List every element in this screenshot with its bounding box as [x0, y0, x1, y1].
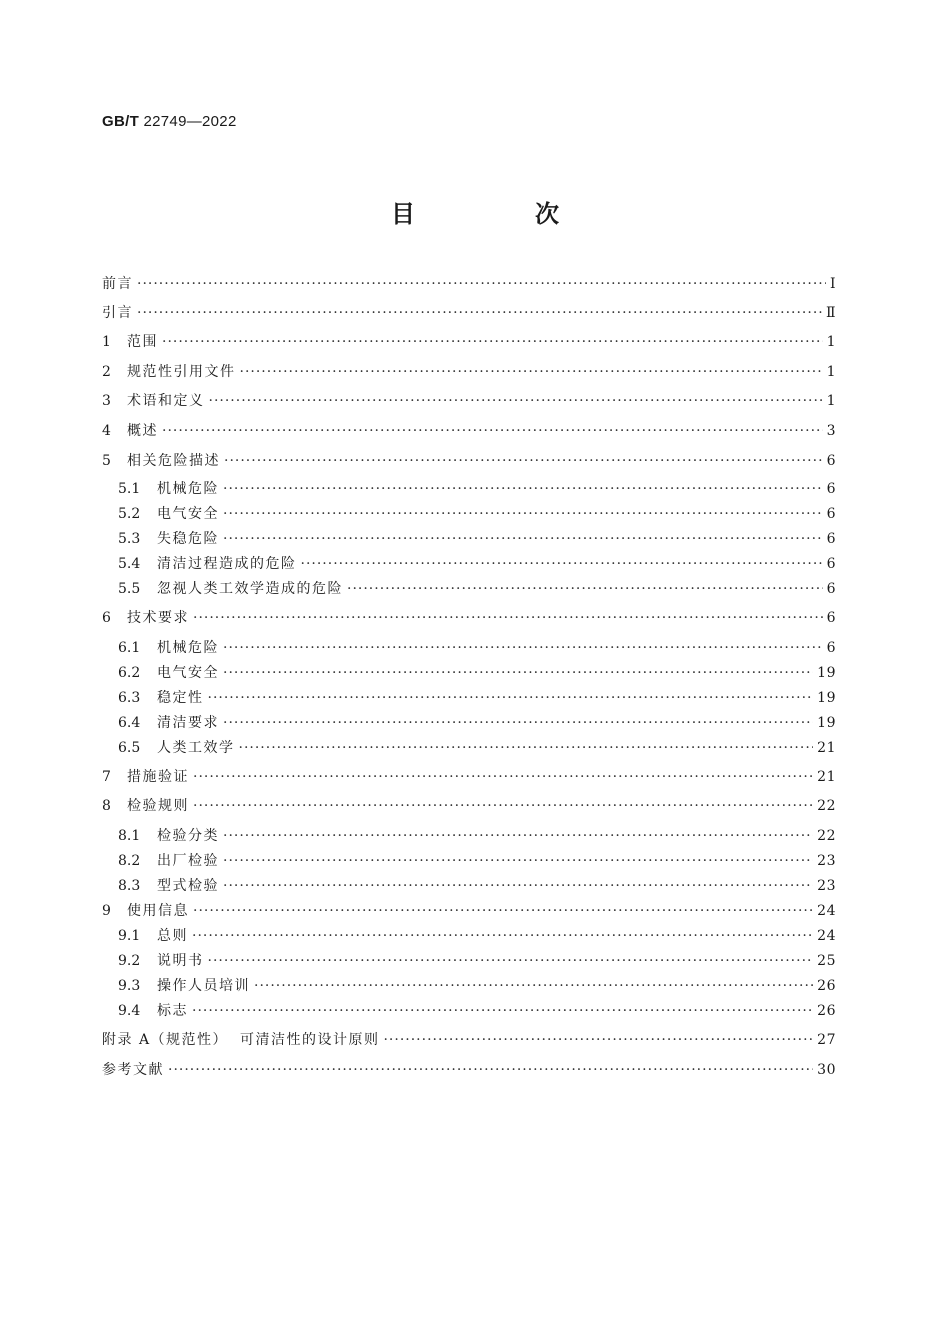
standard-number — [102, 113, 237, 130]
toc-entry-9-1[interactable] — [118, 925, 836, 947]
toc-label: 失稳危险 — [157, 531, 219, 547]
toc-number: 9.2 — [118, 953, 141, 969]
toc-page: 6 — [826, 610, 836, 626]
toc-number: 9 — [102, 903, 111, 919]
leader-dots — [239, 737, 814, 759]
toc-page: 21 — [817, 769, 836, 785]
toc-entry-8[interactable] — [102, 795, 836, 817]
toc-entry-8-1[interactable] — [118, 825, 836, 847]
toc-number: 9.4 — [118, 1003, 141, 1019]
toc-label: 规范性引用文件 — [127, 364, 236, 380]
toc-label: 标志 — [157, 1003, 188, 1019]
toc-entry-6-2[interactable] — [118, 662, 836, 684]
toc-page: 1 — [826, 393, 836, 409]
leader-dots — [208, 950, 814, 972]
toc-entry-6-5[interactable] — [118, 737, 836, 759]
toc-number: 2 — [102, 364, 111, 380]
toc-number: 6.1 — [118, 640, 141, 656]
toc-number: 1 — [102, 334, 111, 350]
toc-entry-foreword[interactable] — [102, 273, 836, 295]
toc-page: 6 — [826, 531, 836, 547]
leader-dots — [192, 925, 813, 947]
toc-entry-3[interactable] — [102, 390, 836, 412]
toc-entry-5-4[interactable] — [118, 553, 836, 575]
toc-entry-5-1[interactable] — [118, 478, 836, 500]
toc-page: 1 — [826, 334, 836, 350]
toc-entry-8-2[interactable] — [118, 850, 836, 872]
toc-number: 9.1 — [118, 928, 141, 944]
toc-entry-6-1[interactable] — [118, 637, 836, 659]
leader-dots — [162, 420, 823, 442]
leader-dots — [193, 900, 813, 922]
toc-page: 26 — [817, 1003, 836, 1019]
toc-entry-9-3[interactable] — [118, 975, 836, 997]
toc-label: 忽视人类工效学造成的危险 — [157, 581, 343, 597]
toc-number: 5.1 — [118, 481, 141, 497]
toc-label: 使用信息 — [127, 903, 189, 919]
toc-label: 检验分类 — [157, 828, 219, 844]
toc-page: 23 — [817, 853, 836, 869]
leader-dots — [162, 331, 823, 353]
toc-number: 9.3 — [118, 978, 141, 994]
toc-number: 5.2 — [118, 506, 141, 522]
toc-label: 机械危险 — [157, 481, 219, 497]
toc-label: 引言 — [102, 305, 133, 321]
toc-page: 26 — [817, 978, 836, 994]
toc-page: 30 — [817, 1062, 836, 1078]
leader-dots — [347, 578, 823, 600]
toc-page: 6 — [826, 640, 836, 656]
toc-label: 总则 — [157, 928, 188, 944]
leader-dots — [137, 273, 826, 295]
toc-number: 8.3 — [118, 878, 141, 894]
toc-page: 6 — [826, 556, 836, 572]
leader-dots — [223, 503, 823, 525]
leader-dots — [223, 712, 813, 734]
leader-dots — [240, 361, 823, 383]
toc-title: 目 次 — [391, 200, 607, 228]
leader-dots — [254, 975, 813, 997]
leader-dots — [223, 637, 823, 659]
toc-number: 8.1 — [118, 828, 141, 844]
toc-entry-1[interactable] — [102, 331, 836, 353]
toc-page: 24 — [817, 928, 836, 944]
toc-number: 8 — [102, 798, 111, 814]
toc-entry-annex-a[interactable] — [102, 1029, 836, 1051]
toc-page: Ⅰ — [829, 276, 836, 292]
toc-number: 6.2 — [118, 665, 141, 681]
leader-dots — [223, 850, 813, 872]
toc-label: 概述 — [127, 423, 158, 439]
toc-label: 人类工效学 — [157, 740, 235, 756]
toc-entry-6[interactable] — [102, 607, 836, 629]
leader-dots — [193, 766, 813, 788]
toc-entry-5-5[interactable] — [118, 578, 836, 600]
toc-label: 附录 A（规范性） 可清洁性的设计原则 — [102, 1032, 380, 1048]
toc-label: 电气安全 — [157, 506, 219, 522]
toc-number: 7 — [102, 769, 111, 785]
toc-label: 型式检验 — [157, 878, 219, 894]
toc-number: 4 — [102, 423, 111, 439]
leader-dots — [208, 687, 814, 709]
toc-page: 6 — [826, 481, 836, 497]
toc-label: 前言 — [102, 276, 133, 292]
toc-page: 21 — [817, 740, 836, 756]
toc-entry-introduction[interactable] — [102, 302, 836, 324]
leader-dots — [223, 478, 823, 500]
toc-label: 措施验证 — [127, 769, 189, 785]
toc-entry-4[interactable] — [102, 420, 836, 442]
toc-number: 5.5 — [118, 581, 141, 597]
leader-dots — [224, 450, 823, 472]
toc-label: 出厂检验 — [157, 853, 219, 869]
leader-dots — [193, 795, 813, 817]
toc-label: 清洁要求 — [157, 715, 219, 731]
toc-page: 3 — [826, 423, 836, 439]
toc-label: 机械危险 — [157, 640, 219, 656]
standard-code: GB/T — [102, 113, 140, 130]
toc-label: 参考文献 — [102, 1062, 164, 1078]
toc-page: 19 — [817, 690, 836, 706]
toc-number: 6 — [102, 610, 111, 626]
toc-label: 清洁过程造成的危险 — [157, 556, 297, 572]
leader-dots — [193, 607, 823, 629]
toc-page: 6 — [826, 453, 836, 469]
leader-dots — [223, 825, 813, 847]
toc-entry-9-2[interactable] — [118, 950, 836, 972]
toc-number: 5.3 — [118, 531, 141, 547]
leader-dots — [137, 302, 822, 324]
leader-dots — [209, 390, 823, 412]
toc-number: 6.5 — [118, 740, 141, 756]
toc-entry-2[interactable] — [102, 361, 836, 383]
toc-page: 27 — [817, 1032, 836, 1048]
toc-entry-5[interactable] — [102, 450, 836, 472]
leader-dots — [301, 553, 823, 575]
toc-entry-9[interactable] — [102, 900, 836, 922]
toc-number: 6.3 — [118, 690, 141, 706]
leader-dots — [192, 1000, 813, 1022]
toc-number: 5 — [102, 453, 111, 469]
toc-page: 24 — [817, 903, 836, 919]
leader-dots — [168, 1059, 813, 1081]
toc-entry-5-2[interactable] — [118, 503, 836, 525]
toc-number: 3 — [102, 393, 111, 409]
toc-entry-bibliography[interactable] — [102, 1059, 836, 1081]
toc-entry-5-3[interactable] — [118, 528, 836, 550]
toc-label: 范围 — [127, 334, 158, 350]
toc-page: 1 — [826, 364, 836, 380]
toc-entry-6-3[interactable] — [118, 687, 836, 709]
toc-page: 22 — [817, 828, 836, 844]
leader-dots — [223, 875, 813, 897]
toc-page: 6 — [826, 581, 836, 597]
toc-page: Ⅱ — [825, 305, 836, 321]
toc-label: 技术要求 — [127, 610, 189, 626]
toc-label: 术语和定义 — [127, 393, 205, 409]
toc-page: 25 — [817, 953, 836, 969]
toc-entry-8-3[interactable] — [118, 875, 836, 897]
toc-page: 19 — [817, 715, 836, 731]
toc-label: 电气安全 — [157, 665, 219, 681]
toc-page: 19 — [817, 665, 836, 681]
toc-entry-7[interactable] — [102, 766, 836, 788]
toc-label: 稳定性 — [157, 690, 204, 706]
toc-label: 操作人员培训 — [157, 978, 250, 994]
leader-dots — [223, 528, 823, 550]
toc-entry-6-4[interactable] — [118, 712, 836, 734]
leader-dots — [383, 1029, 813, 1051]
toc-entry-9-4[interactable] — [118, 1000, 836, 1022]
toc-label: 说明书 — [157, 953, 204, 969]
toc-page: 22 — [817, 798, 836, 814]
toc-page: 23 — [817, 878, 836, 894]
standard-year: 22749—2022 — [143, 113, 237, 130]
toc-number: 8.2 — [118, 853, 141, 869]
toc-number: 5.4 — [118, 556, 141, 572]
leader-dots — [223, 662, 813, 684]
toc-number: 6.4 — [118, 715, 141, 731]
toc-label: 检验规则 — [127, 798, 189, 814]
toc-page: 6 — [826, 506, 836, 522]
toc-label: 相关危险描述 — [127, 453, 220, 469]
